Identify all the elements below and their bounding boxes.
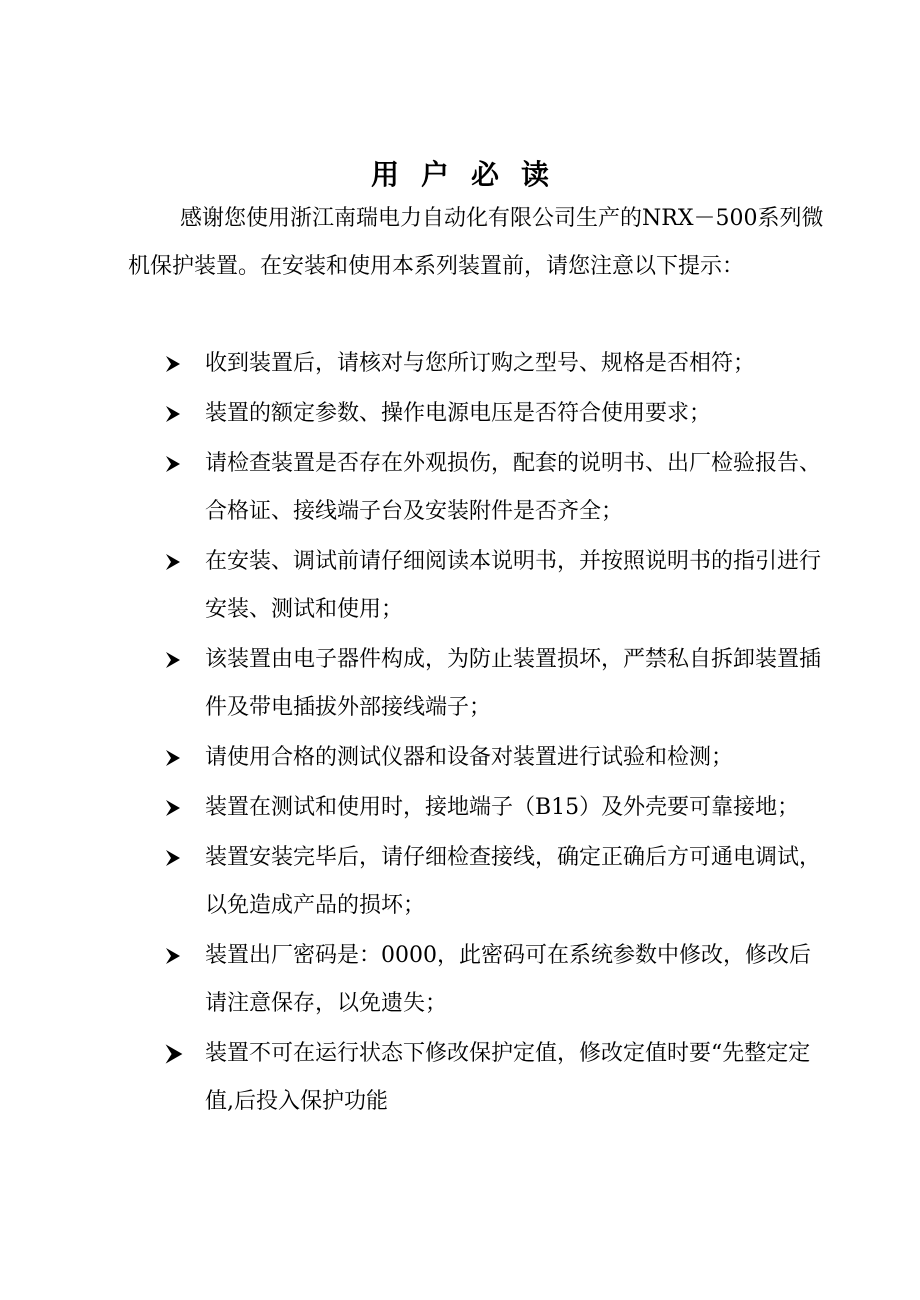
list-item [0, 784, 823, 832]
arrowhead-bullet-icon [163, 650, 183, 670]
list-item-text: 装置出厂密码是：0000，此密码可在系统参数中修改，修改后请注意保存，以免遗失； [205, 943, 811, 1016]
list-item [0, 538, 823, 634]
list-item [0, 734, 823, 782]
arrowhead-bullet-icon [163, 748, 183, 768]
list-item [0, 636, 823, 732]
arrowhead-bullet-icon [163, 552, 183, 572]
intro-paragraph: 感谢您使用浙江南瑞电力自动化有限公司生产的NRX－500系列微机保护装置。在安装和使用本系列装置前，请您注意以下提示： [128, 206, 824, 279]
list-item [0, 834, 823, 930]
list-item-text: 装置在测试和使用时，接地端子（B15）及外壳要可靠接地； [205, 795, 800, 820]
arrowhead-bullet-icon [163, 848, 183, 868]
list-item-text: 请使用合格的测试仪器和设备对装置进行试验和检测； [205, 745, 734, 770]
list-item-text: 请检查装置是否存在外观损伤，配套的说明书、出厂检验报告、合格证、接线端子台及安装附件是否齐全； [205, 451, 822, 524]
list-item-text: 装置不可在运行状态下修改保护定值，修改定值时要“先整定定值,后投入保护功能 [205, 1041, 811, 1114]
list-item [0, 1030, 823, 1126]
list-item-text: 装置的额定参数、操作电源电压是否符合使用要求； [205, 401, 712, 426]
list-item-text: 装置安装完毕后，请仔细检查接线，确定正确后方可通电调试，以免造成产品的损坏； [205, 845, 822, 918]
arrowhead-bullet-icon [163, 454, 183, 474]
list-item-text: 收到装置后，请核对与您所订购之型号、规格是否相符； [205, 351, 756, 376]
list-item [0, 932, 823, 1028]
arrowhead-bullet-icon [163, 946, 183, 966]
list-item-text: 该装置由电子器件构成，为防止装置损坏，严禁私自拆卸装置插件及带电插拔外部接线端子； [205, 647, 822, 720]
list-item [0, 440, 823, 536]
arrowhead-bullet-icon [163, 798, 183, 818]
arrowhead-bullet-icon [163, 354, 183, 374]
arrowhead-bullet-icon [162, 1042, 186, 1066]
list-item [0, 390, 823, 438]
arrowhead-bullet-icon [163, 404, 183, 424]
page-title: 用户必读 [370, 157, 571, 191]
list-item [0, 340, 823, 388]
notice-list [0, 340, 920, 1128]
list-item-text: 在安装、调试前请仔细阅读本说明书，并按照说明书的指引进行安装、测试和使用； [205, 549, 822, 622]
